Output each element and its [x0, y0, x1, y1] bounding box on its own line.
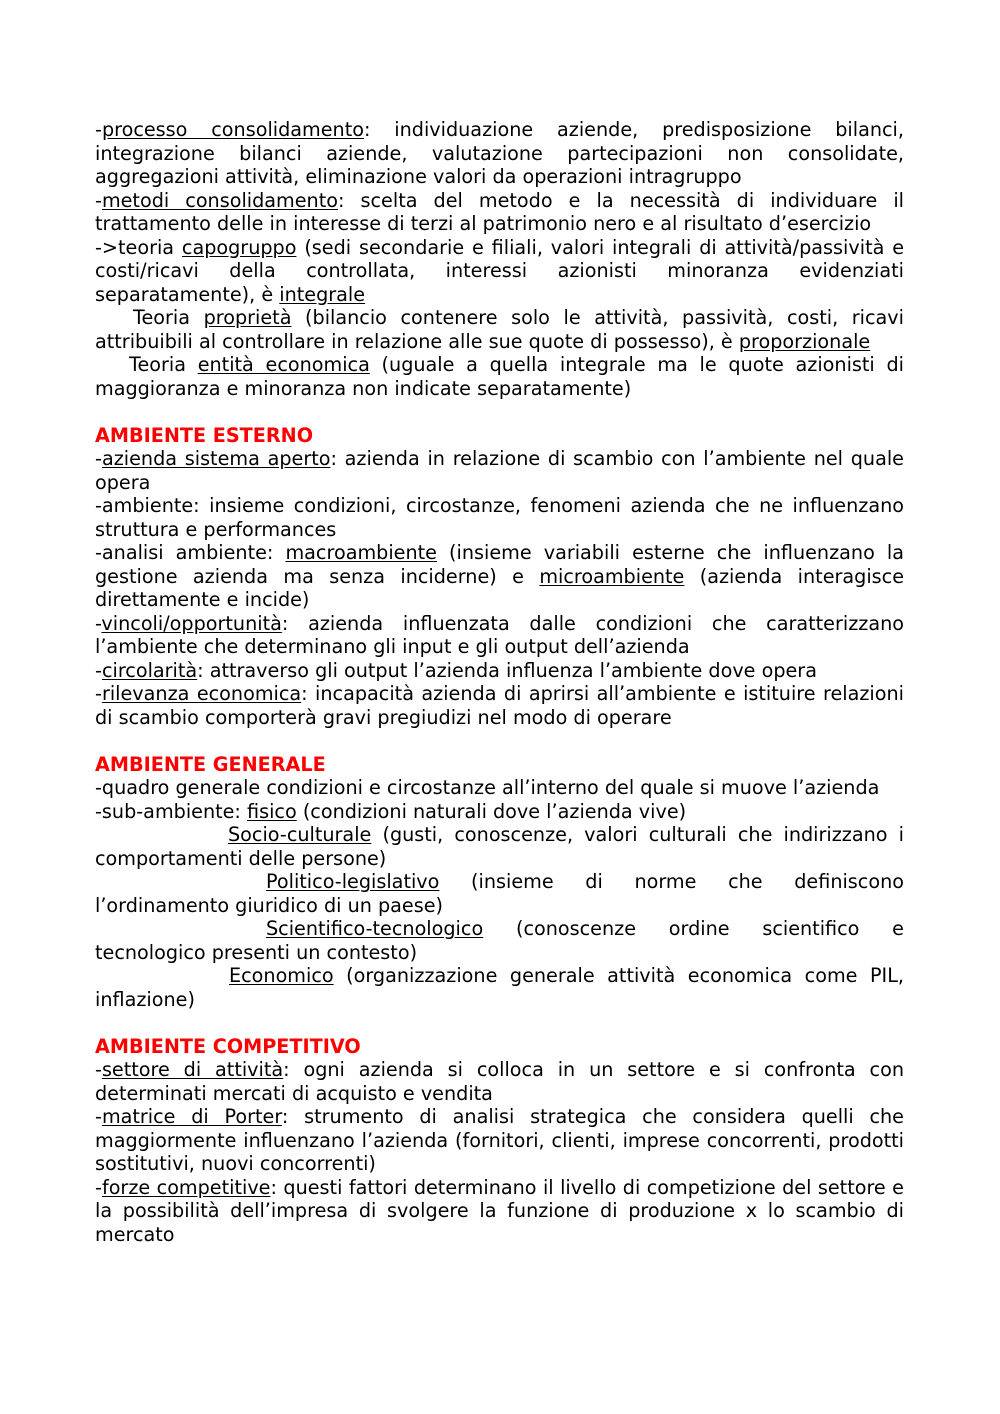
term-forze-competitive: forze competitive: [101, 1175, 271, 1199]
paragraph-ambiente: -ambiente: insieme condizioni, circostanze, fenomeni azienda che ne influenzano struttura e performances: [95, 494, 904, 541]
term-integrale: integrale: [279, 282, 366, 306]
paragraph-settore-di-attivita: -settore di attività: ogni azienda si colloca in un settore e si confronta con determinati mercati di acquisto e vendita: [95, 1058, 904, 1105]
term-socio-culturale: Socio-culturale: [228, 823, 372, 846]
paragraph-teoria-entita-economica: Teoria entità economica (uguale a quella integrale ma le quote azionisti di maggioranza e minoranza non indicate separatamente): [95, 353, 904, 400]
term-macroambiente: macroambiente: [285, 541, 437, 564]
term-microambiente: microambiente: [539, 564, 685, 588]
paragraph-circolarita: -circolarità: attraverso gli output l’azienda influenza l’ambiente dove opera: [95, 658, 817, 682]
term-entita-economica: entità economica: [197, 353, 370, 376]
term-circolarita: circolarità: [101, 658, 198, 682]
term-rilevanza-economica: rilevanza economica: [101, 682, 302, 705]
paragraph-azienda-sistema-aperto: -azienda sistema aperto: azienda in relazione di scambio con l’ambiente nel quale opera: [95, 447, 904, 494]
term-azienda-sistema-aperto: azienda sistema aperto: [101, 447, 331, 470]
term-proporzionale: proporzionale: [738, 329, 871, 353]
term-proprieta: proprietà: [203, 306, 292, 329]
spacer: [95, 400, 904, 424]
spacer: [95, 1011, 904, 1035]
term-metodi-consolidamento: metodi consolidamento: [101, 188, 338, 212]
paragraph-rilevanza-economica: -rilevanza economica: incapacità azienda di aprirsi all’ambiente e istituire relazioni di scambio comporterà gravi pregiudizi nel modo di operare: [95, 682, 904, 729]
paragraph-teoria-capogruppo: ->teoria capogruppo (sedi secondarie e filiali, valori integrali di attività/passività e costi/ricavi della controllata, interessi azionisti minoranza evidenziati separatamente), è integrale: [95, 235, 905, 306]
paragraph-socio-culturale: Socio-culturale (gusti, conoscenze, valori culturali che indirizzano i comportamenti delle persone): [95, 823, 904, 870]
term-settore-di-attivita: settore di attività: [101, 1058, 284, 1081]
document-page: [95, 118, 904, 1246]
term-scientifico-tecnologico: Scientifico-tecnologico: [266, 917, 484, 940]
term-matrice-di-porter: matrice di Porter: [101, 1105, 282, 1128]
term-vincoli-opportunita: vincoli/opportunità: [101, 611, 282, 635]
term-fisico: fisico: [247, 799, 297, 823]
paragraph-analisi-ambiente: -analisi ambiente: macroambiente (insieme variabili esterne che influenzano la gestione azienda ma senza inciderne) e microambiente (azienda interagisce direttamente e incide): [95, 541, 905, 611]
spacer: [95, 729, 904, 753]
term-economico: Economico: [229, 964, 334, 987]
paragraph-processo-consolidamento: -processo consolidamento: individuazione aziende, predisposizione bilanci, integrazione bilanci aziende, valutazione partecipazioni non consolidate, aggregazioni attività, eliminazione valori da operazioni intragruppo: [95, 118, 904, 188]
heading-ambiente-generale: AMBIENTE GENERALE: [95, 752, 326, 776]
term-capogruppo: capogruppo: [181, 235, 297, 259]
paragraph-scientifico-tecnologico: Scientifico-tecnologico (conoscenze ordine scientifico e tecnologico presenti un contesto): [95, 917, 904, 964]
paragraph-politico-legislativo: Politico-legislativo (insieme di norme che definiscono l’ordinamento giuridico di un paese): [95, 870, 904, 917]
paragraph-teoria-proprieta: Teoria proprietà (bilancio contenere solo le attività, passività, costi, ricavi attribuibili al controllare in relazione alle sue quote di possesso), è proporzionale: [95, 306, 904, 353]
term-politico-legislativo: Politico-legislativo: [266, 870, 440, 893]
paragraph-metodi-consolidamento: -metodi consolidamento: scelta del metodo e la necessità di individuare il trattamento delle in interesse di terzi al patrimonio nero e al risultato d’esercizio: [95, 188, 904, 235]
paragraph-forze-competitive: -forze competitive: questi fattori determinano il livello di competizione del settore e la possibilità dell’impresa di svolgere la funzione di produzione x lo scambio di mercato: [95, 1175, 904, 1246]
term-processo-consolidamento: processo consolidamento: [101, 118, 364, 141]
paragraph-matrice-di-porter: -matrice di Porter: strumento di analisi strategica che considera quelli che maggiormente influenzano l’azienda (fornitori, clienti, imprese concorrenti, prodotti sostitutivi, nuovi concorrenti): [95, 1105, 904, 1175]
paragraph-economico: Economico (organizzazione generale attività economica come PIL, inflazione): [95, 964, 904, 1011]
paragraph-sub-ambiente-fisico: -sub-ambiente: fisico (condizioni naturali dove l’azienda vive): [95, 799, 687, 823]
heading-ambiente-esterno: AMBIENTE ESTERNO: [95, 423, 314, 447]
heading-ambiente-competitivo: AMBIENTE COMPETITIVO: [95, 1034, 361, 1058]
paragraph-vincoli-opportunita: -vincoli/opportunità: azienda influenzata dalle condizioni che caratterizzano l’ambiente che determinano gli input e gli output dell’azienda: [95, 611, 904, 658]
paragraph-quadro-generale: -quadro generale condizioni e circostanze all’interno del quale si muove l’azienda: [95, 776, 880, 799]
